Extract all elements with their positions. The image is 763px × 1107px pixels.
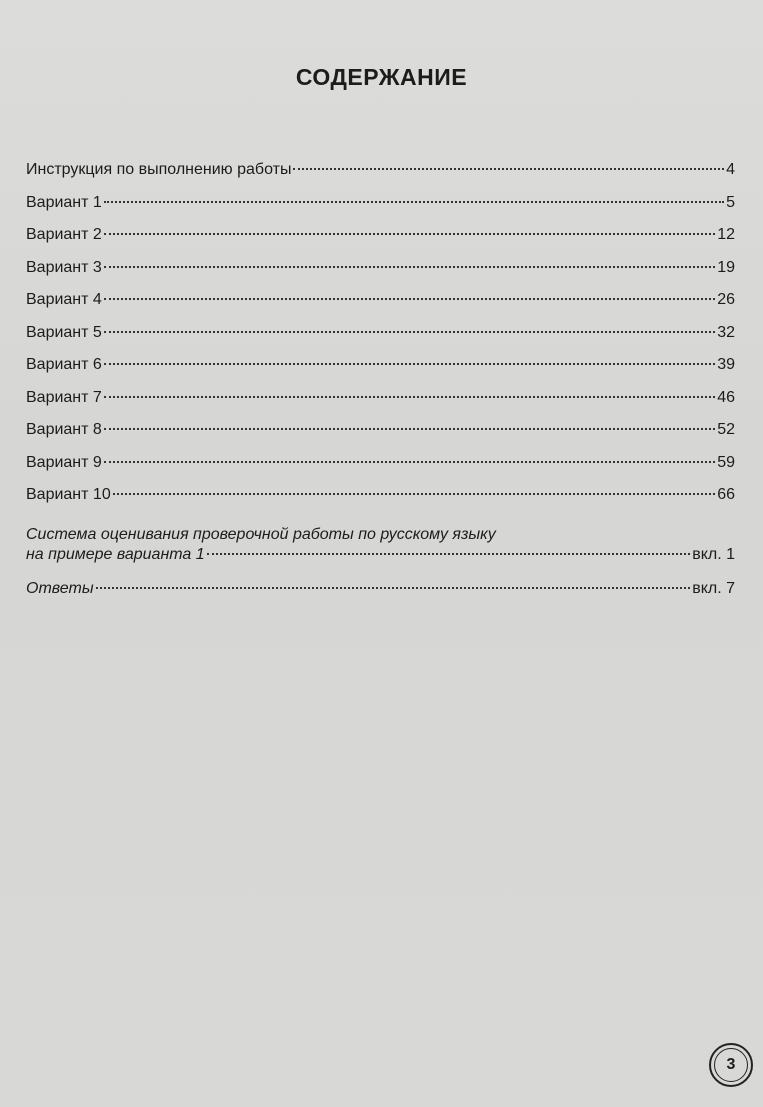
dot-leader — [104, 331, 715, 333]
toc-entry-variant-9[interactable] — [26, 454, 735, 487]
toc-entry-label: Вариант 4 — [26, 291, 102, 308]
toc-entry-answers[interactable] — [26, 580, 735, 613]
toc-entry-assessment-line-2 — [26, 546, 735, 579]
toc-entry-label: Вариант 5 — [26, 323, 102, 341]
toc-entry-label: Вариант 3 — [26, 258, 102, 276]
toc-entry-label: Вариант 2 — [26, 226, 102, 243]
toc-entry-page: 4 — [726, 161, 735, 178]
toc-entry-label: Вариант 8 — [26, 421, 102, 438]
toc-entry-label-line-2: на примере варианта 1 — [26, 545, 205, 563]
dot-leader — [293, 168, 724, 170]
toc-entry-label: Вариант 7 — [26, 388, 102, 406]
toc-entry-page: 59 — [717, 453, 735, 471]
dot-leader — [104, 428, 715, 430]
toc-entry-page: 12 — [717, 226, 735, 243]
toc-entry-page: 52 — [717, 421, 735, 438]
dot-leader — [104, 201, 724, 203]
toc-entry-page: 39 — [717, 356, 735, 373]
toc-entry-label: Ответы — [26, 580, 94, 597]
toc-entry-page: вкл. 1 — [692, 545, 735, 563]
toc-entry-page: 5 — [726, 193, 735, 211]
dot-leader — [104, 363, 715, 365]
toc-entry-assessment[interactable] — [26, 523, 735, 579]
dot-leader — [96, 587, 691, 589]
toc-entry-page: вкл. 7 — [692, 580, 735, 597]
page-number: 3 — [726, 1056, 736, 1073]
dot-leader — [104, 266, 715, 268]
toc-entry-label: Вариант 9 — [26, 453, 102, 471]
dot-leader — [113, 493, 715, 495]
toc-entry-variant-4[interactable] — [26, 291, 735, 324]
toc-entry-label: Вариант 10 — [26, 486, 111, 503]
toc-entry-label-line-1: Система оценивания проверочной работы по русскому языку — [26, 525, 496, 543]
toc-entry-label: Вариант 6 — [26, 356, 102, 373]
table-of-contents — [26, 161, 735, 613]
dot-leader — [104, 396, 715, 398]
toc-entry-page: 26 — [717, 291, 735, 308]
toc-entry-variant-10[interactable] — [26, 486, 735, 519]
dot-leader — [207, 553, 691, 555]
toc-entry-page: 32 — [717, 323, 735, 341]
toc-entry-page: 19 — [717, 258, 735, 276]
dot-leader — [104, 298, 715, 300]
toc-entry-variant-7[interactable] — [26, 389, 735, 422]
dot-leader — [104, 233, 715, 235]
page-number-badge — [709, 1043, 753, 1087]
toc-entry-page: 46 — [717, 388, 735, 406]
toc-entry-variant-1[interactable] — [26, 194, 735, 227]
toc-entry-variant-8[interactable] — [26, 421, 735, 454]
dot-leader — [104, 461, 715, 463]
toc-entry-label: Вариант 1 — [26, 193, 102, 211]
page-title: СОДЕРЖАНИЕ — [295, 64, 468, 90]
toc-entry-variant-5[interactable] — [26, 324, 735, 357]
toc-entry-page: 66 — [717, 486, 735, 503]
toc-entry-variant-3[interactable] — [26, 259, 735, 292]
toc-entry-instructions[interactable] — [26, 161, 735, 194]
toc-entry-variant-2[interactable] — [26, 226, 735, 259]
toc-entry-variant-6[interactable] — [26, 356, 735, 389]
toc-entry-label: Инструкция по выполнению работы — [26, 161, 292, 178]
